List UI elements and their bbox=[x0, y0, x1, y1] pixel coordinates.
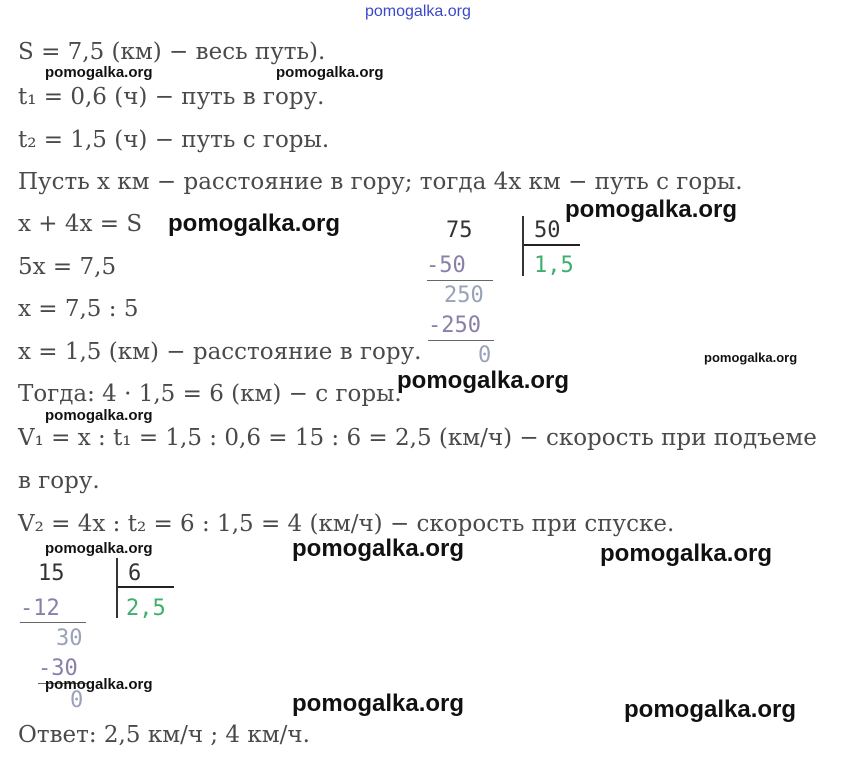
line-t2: t₂ = 1,5 (ч) − путь с горы. bbox=[18, 127, 330, 153]
div1-subtrahend-1: -50 bbox=[426, 253, 466, 278]
div1-line-1 bbox=[427, 280, 493, 281]
div2-subtrahend-2: -30 bbox=[38, 656, 78, 681]
line-t1: t₁ = 0,6 (ч) − путь в гору. bbox=[18, 84, 325, 110]
div1-remainder-1: 250 bbox=[444, 283, 484, 308]
div2-subtrahend-1: -12 bbox=[20, 596, 60, 621]
div1-quotient: 1,5 bbox=[534, 253, 574, 278]
watermark: pomogalka.org bbox=[704, 350, 798, 365]
div2-quotient: 2,5 bbox=[126, 596, 166, 621]
watermark: pomogalka.org bbox=[600, 540, 773, 567]
watermark: pomogalka.org bbox=[45, 540, 153, 557]
line-v1-cont: в гору. bbox=[18, 468, 100, 494]
line-v2: V₂ = 4x : t₂ = 6 : 1,5 = 4 (км/ч) − скорость при спуске. bbox=[18, 511, 675, 537]
div2-remainder-2: 0 bbox=[70, 688, 84, 713]
div1-vertical-bar bbox=[522, 216, 524, 276]
line-5x: 5x = 7,5 bbox=[18, 254, 117, 280]
watermark: pomogalka.org bbox=[276, 64, 384, 81]
div2-vertical-bar bbox=[116, 558, 118, 618]
watermark: pomogalka.org bbox=[397, 367, 570, 394]
watermark: pomogalka.org bbox=[292, 690, 465, 717]
div1-divisor-underline bbox=[524, 244, 580, 246]
div1-line-2 bbox=[428, 340, 494, 341]
watermark-top: pomogalka.org bbox=[365, 3, 471, 20]
div2-remainder-1: 30 bbox=[56, 626, 83, 651]
div2-dividend: 15 bbox=[38, 561, 65, 586]
line-then: Тогда: 4 · 1,5 = 6 (км) − с горы. bbox=[18, 381, 402, 407]
div2-divisor-underline bbox=[118, 586, 174, 588]
div1-remainder-2: 0 bbox=[478, 343, 492, 368]
line-equation: x + 4x = S bbox=[18, 211, 143, 237]
line-total-distance: S = 7,5 (км) − весь путь). bbox=[18, 39, 326, 65]
watermark: pomogalka.org bbox=[624, 696, 797, 723]
answer-line: Ответ: 2,5 км/ч ; 4 км/ч. bbox=[18, 722, 310, 748]
watermark: pomogalka.org bbox=[292, 535, 465, 562]
watermark: pomogalka.org bbox=[45, 676, 153, 693]
line-let-x: Пусть x км − расстояние в гору; тогда 4x км − путь с горы. bbox=[18, 169, 743, 195]
watermark: pomogalka.org bbox=[45, 407, 153, 424]
div2-divisor: 6 bbox=[128, 561, 142, 586]
div1-dividend: 75 bbox=[446, 218, 473, 243]
div2-line-1 bbox=[20, 622, 86, 623]
watermark: pomogalka.org bbox=[45, 64, 153, 81]
line-x-div: x = 7,5 : 5 bbox=[18, 296, 139, 322]
div1-subtrahend-2: -250 bbox=[428, 313, 481, 338]
line-v1: V₁ = x : t₁ = 1,5 : 0,6 = 15 : 6 = 2,5 (км/ч) − скорость при подъеме bbox=[18, 425, 817, 451]
line-x-result: x = 1,5 (км) − расстояние в гору. bbox=[18, 339, 422, 365]
watermark: pomogalka.org bbox=[565, 196, 738, 223]
watermark: pomogalka.org bbox=[168, 210, 341, 237]
div1-divisor: 50 bbox=[534, 218, 561, 243]
